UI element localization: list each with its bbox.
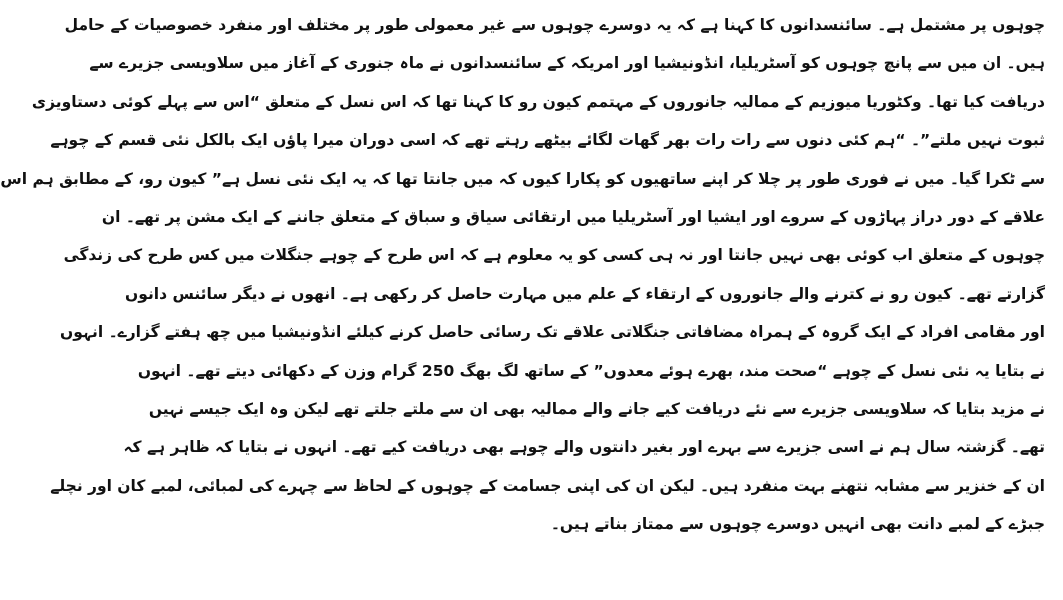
article-line: ان کے خنزیر سے مشابہ نتھنے بہت منفرد ہیں۔ لیکن ان کی اپنی جسامت کے چوہوں کے لحاظ سے چہرے کی لمبائی، لمبے کان اور نچلے xyxy=(50,476,1045,495)
article-line: چوہوں پر مشتمل ہے۔ سائنسدانوں کا کہنا ہے کہ یہ دوسرے چوہوں سے غیر معمولی طور پر مختلف اور منفرد خصوصیات کے حامل xyxy=(64,16,1045,34)
article-line: چوہوں کے متعلق اب کوئی بھی نہیں جانتا اور نہ ہی کسی کو یہ معلوم ہے کہ اس طرح کے چوہے جنگلات میں کس طرح کی زندگی xyxy=(63,246,1045,265)
article-line: علاقے کے دور دراز پہاڑوں کے سروے اور ایشیا اور آسٹریلیا میں ارتقائی سیاق و سباق کے متعلق جاننے کے ایک مشن پر تھے۔ ان xyxy=(101,207,1045,226)
article-line: نے بتایا یہ نئی نسل کے چوہے “صحت مند، بھرے ہوئے معدوں” کے ساتھ لگ بھگ 250 گرام وزن کے دکھائی دیتے تھے۔ انہوں xyxy=(137,361,1045,380)
article-line: دریافت کیا تھا۔ وکٹوریا میوزیم کے ممالیہ جانوروں کے مہتمم کیون رو کا کہنا تھا کہ اس نسل کے متعلق “اس سے پہلے کوئی دستاویزی xyxy=(31,92,1045,111)
article-line: گزارتے تھے۔ کیون رو نے کترنے والے جانوروں کے ارتقاء کے علم میں مہارت حاصل کر رکھی ہے۔ انھوں نے دیگر سائنس دانوں xyxy=(125,284,1045,303)
article-line: جبڑے کے لمبے دانت بھی انہیں دوسرے چوہوں سے ممتاز بناتے ہیں۔ xyxy=(550,515,1045,534)
article-line: نے مزید بتایا کہ سلاویسی جزیرے سے نئے دریافت کیے جانے والے ممالیہ بھی ان سے ملتے جلتے تھے لیکن وہ ایک جیسے نہیں xyxy=(148,399,1045,418)
article-line: اور مقامی افراد کے ایک گروہ کے ہمراہ مضافاتی جنگلاتی علاقے تک رسائی حاصل کرنے کیلئے انڈونیشیا میں چھ ہفتے گزارے۔ انہوں xyxy=(60,323,1045,342)
article-line: سے ٹکرا گیا۔ میں نے فوری طور پر چلا کر اپنے ساتھیوں کو پکارا کیوں کہ میں جانتا تھا کہ یہ ایک نئی نسل ہے” کیون رو، کے مطابق ہم اس xyxy=(0,169,1045,188)
article-line: ثبوت نہیں ملتے”۔ “ہم کئی دنوں سے رات رات بھر گھات لگائے بیٹھے رہتے تھے کہ اسی دوران میرا پاؤں ایک بالکل نئی قسم کے چوہے xyxy=(50,131,1045,150)
article-line: تھے۔ گزشتہ سال ہم نے اسی جزیرے سے بہرے اور بغیر دانتوں والے چوہے بھی دریافت کیے تھے۔ انہوں نے بتایا کہ ظاہر ہے کہ xyxy=(123,438,1045,457)
article-line: ہیں۔ ان میں سے پانچ چوہوں کو آسٹریلیا، انڈونیشیا اور امریکہ کے سائنسدانوں نے ماہ جنوری کے آغاز میں سلاویسی جزیرے سے xyxy=(89,54,1045,73)
